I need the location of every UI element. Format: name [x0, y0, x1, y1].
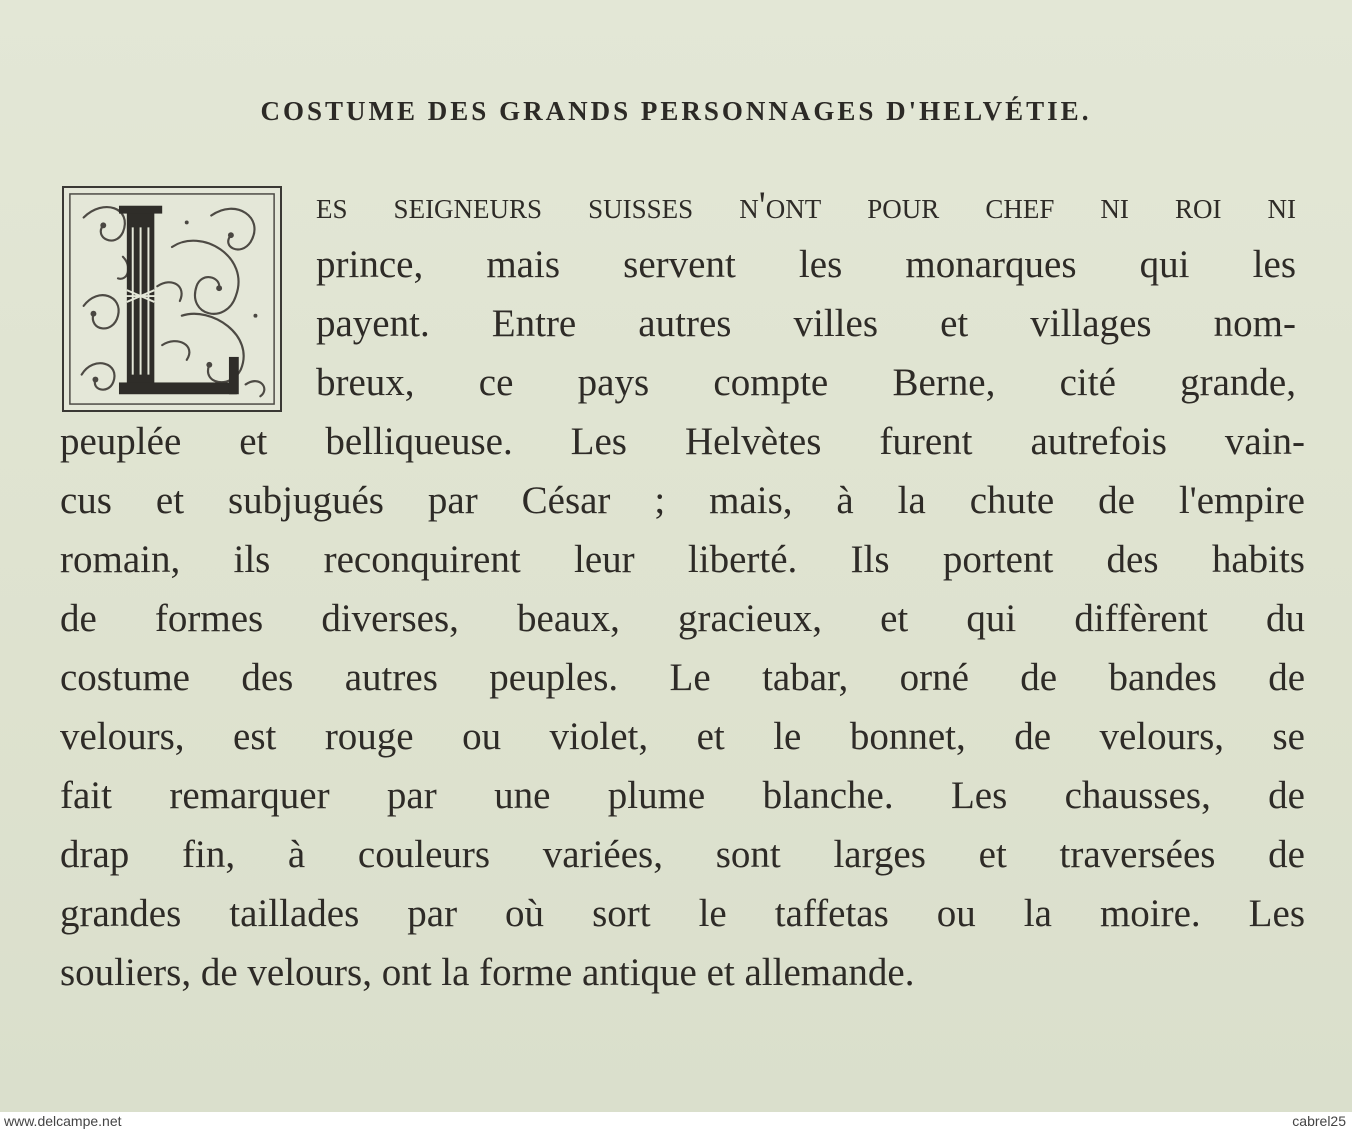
ornamental-letter-l-icon [64, 188, 280, 410]
text-line-10: velours, est rouge ou violet, et le bonnet, de velours, se [60, 715, 1305, 758]
text-line-7: romain, ils reconquirent leur liberté. Ils portent des habits [60, 538, 1305, 581]
text-line-4: breux, ce pays compte Berne, cité grande, [316, 361, 1296, 404]
text-line-2: prince, mais servent les monarques qui les [316, 243, 1296, 286]
first-line-text: es seigneurs suisses n'ont pour chef ni roi ni [316, 184, 1296, 227]
text-line-12: drap fin, à couleurs variées, sont larges et traversées de [60, 833, 1305, 876]
text-line-6: cus et subjugués par César ; mais, à la chute de l'empire [60, 479, 1305, 522]
text-line-3: payent. Entre autres villes et villages nom- [316, 302, 1296, 345]
text-line-1 [316, 176, 1296, 236]
ornamental-drop-cap [62, 186, 282, 412]
watermark-user: cabrel25 [1292, 1113, 1346, 1129]
text-line-8: de formes diverses, beaux, gracieux, et qui diffèrent du [60, 597, 1305, 640]
page-title: COSTUME DES GRANDS PERSONNAGES D'HELVÉTIE. [260, 96, 1092, 126]
text-line-13: grandes taillades par où sort le taffetas ou la moire. Les [60, 892, 1305, 935]
text-line-9: costume des autres peuples. Le tabar, orné de bandes de [60, 656, 1305, 699]
text-line-11: fait remarquer par une plume blanche. Les chausses, de [60, 774, 1305, 817]
watermark-site: www.delcampe.net [4, 1113, 122, 1129]
text-line-14: souliers, de velours, ont la forme antique et allemande. [60, 951, 915, 994]
text-line-5: peuplée et belliqueuse. Les Helvètes furent autrefois vain- [60, 420, 1305, 463]
watermark-bar [0, 1112, 1352, 1132]
